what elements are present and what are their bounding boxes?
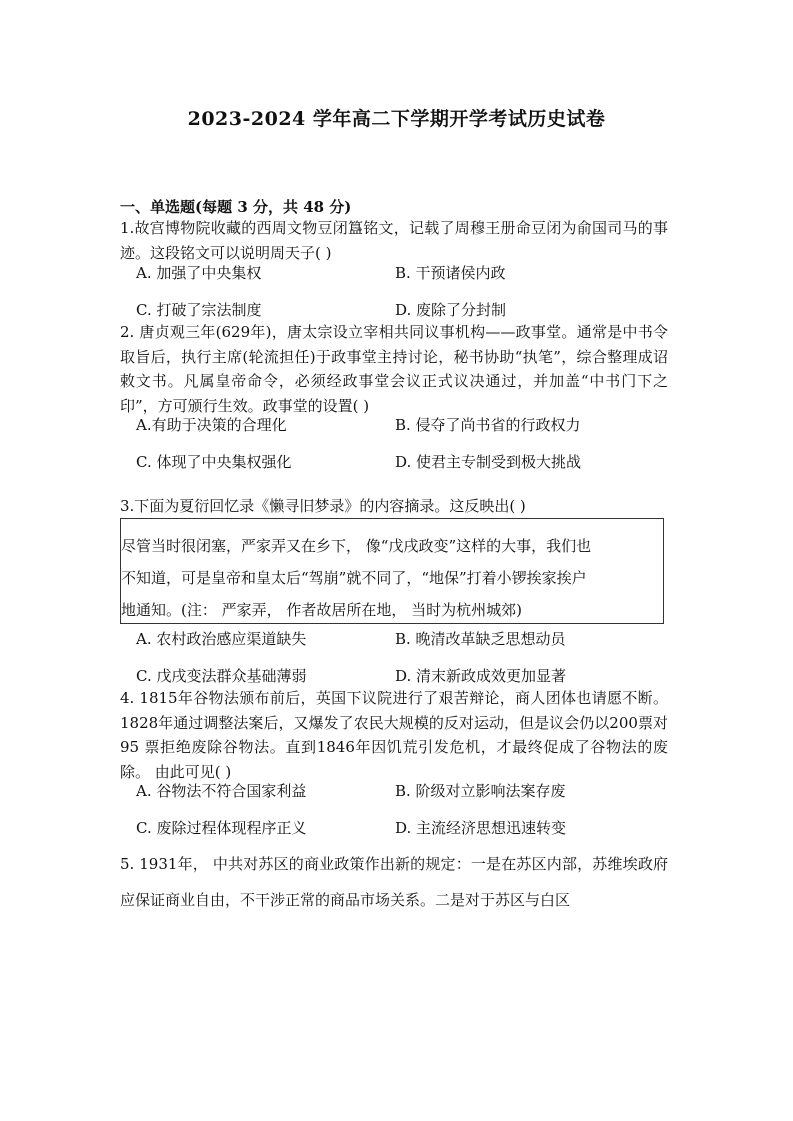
question-2-option-b: B. 侵夺了尚书省的行政权力 bbox=[395, 416, 581, 434]
exam-title: 2023-2024 学年高二下学期开学考试历史试卷 bbox=[187, 108, 606, 130]
question-4-option-d: D. 主流经济思想迅速转变 bbox=[395, 819, 567, 837]
quote-line-1: 尽管当时很闭塞，严家弄又在乡下， 像“戊戌政变”这样的大事，我们也 bbox=[121, 537, 592, 555]
quote-line-3: 地通知。(注： 严家弄， 作者故居所在地， 当时为杭州城郊) bbox=[121, 601, 523, 619]
question-4-option-a: A. 谷物法不符合国家利益 bbox=[136, 782, 307, 800]
question-1-option-b: B. 干预诸侯内政 bbox=[395, 264, 506, 282]
question-3-option-d: D. 清末新政成效更加显著 bbox=[395, 667, 567, 685]
question-3-option-a: A. 农村政治感应渠道缺失 bbox=[136, 630, 307, 648]
question-4-option-c: C. 废除过程体现程序正义 bbox=[136, 819, 307, 837]
question-1-stem: 1.故宫博物院收藏的西周文物豆闭簋铭文，记载了周穆王册命豆闭为俞国司马的事迹。这段铭文可以说明周天子( ) bbox=[120, 219, 668, 262]
question-2-option-a: A.有助于决策的合理化 bbox=[136, 416, 287, 434]
question-4-option-b: B. 阶级对立影响法案存废 bbox=[395, 782, 566, 800]
question-3-option-b: B. 晚清改革缺乏思想动员 bbox=[395, 630, 566, 648]
question-3-stem: 3.下面为夏衍回忆录《懒寻旧梦录》的内容摘录。这反映出( ) bbox=[120, 497, 526, 515]
quote-line-2: 不知道，可是皇帝和皇太后“驾崩”就不同了，“地保”打着小锣挨家挨户 bbox=[121, 569, 587, 587]
question-1-option-d: D. 废除了分封制 bbox=[395, 301, 507, 319]
question-3-option-c: C. 戊戌变法群众基础薄弱 bbox=[136, 667, 307, 685]
quote-box bbox=[120, 518, 664, 624]
question-1-option-a: A. 加强了中央集权 bbox=[136, 264, 262, 282]
question-2-stem: 2. 唐贞观三年(629年)，唐太宗设立宰相共同议事机构——政事堂。通常是中书令取旨后，执行主席(轮流担任)于政事堂主持讨论，秘书协助“执笔”，综合整理成诏敕文书。凡属皇帝命令，必须经政事堂会议正式议决通过，并加盖“中书门下之印”，方可颁行生效。政事堂的设置( ) bbox=[120, 323, 668, 415]
question-2-option-d: D. 使君主专制受到极大挑战 bbox=[395, 453, 582, 471]
question-1-option-c: C. 打破了宗法制度 bbox=[136, 301, 262, 319]
question-2-option-c: C. 体现了中央集权强化 bbox=[136, 453, 292, 471]
question-4-stem: 4. 1815年谷物法颁布前后，英国下议院进行了艰苦辩论，商人团体也请愿不断。1828年通过调整法案后，又爆发了农民大规模的反对运动，但是议会仍以200票对95 票拒绝废除谷物法。直到1846年因饥荒引发危机，才最终促成了谷物法的废除。 由此可见( ) bbox=[120, 689, 668, 781]
section-heading: 一、单选题(每题 3 分，共 48 分) bbox=[120, 198, 352, 216]
question-5-stem: 5. 1931年， 中共对苏区的商业政策作出新的规定：一是在苏区内部，苏维埃政府应保证商业自由，不干涉正常的商品市场关系。二是对于苏区与白区 bbox=[120, 855, 668, 909]
